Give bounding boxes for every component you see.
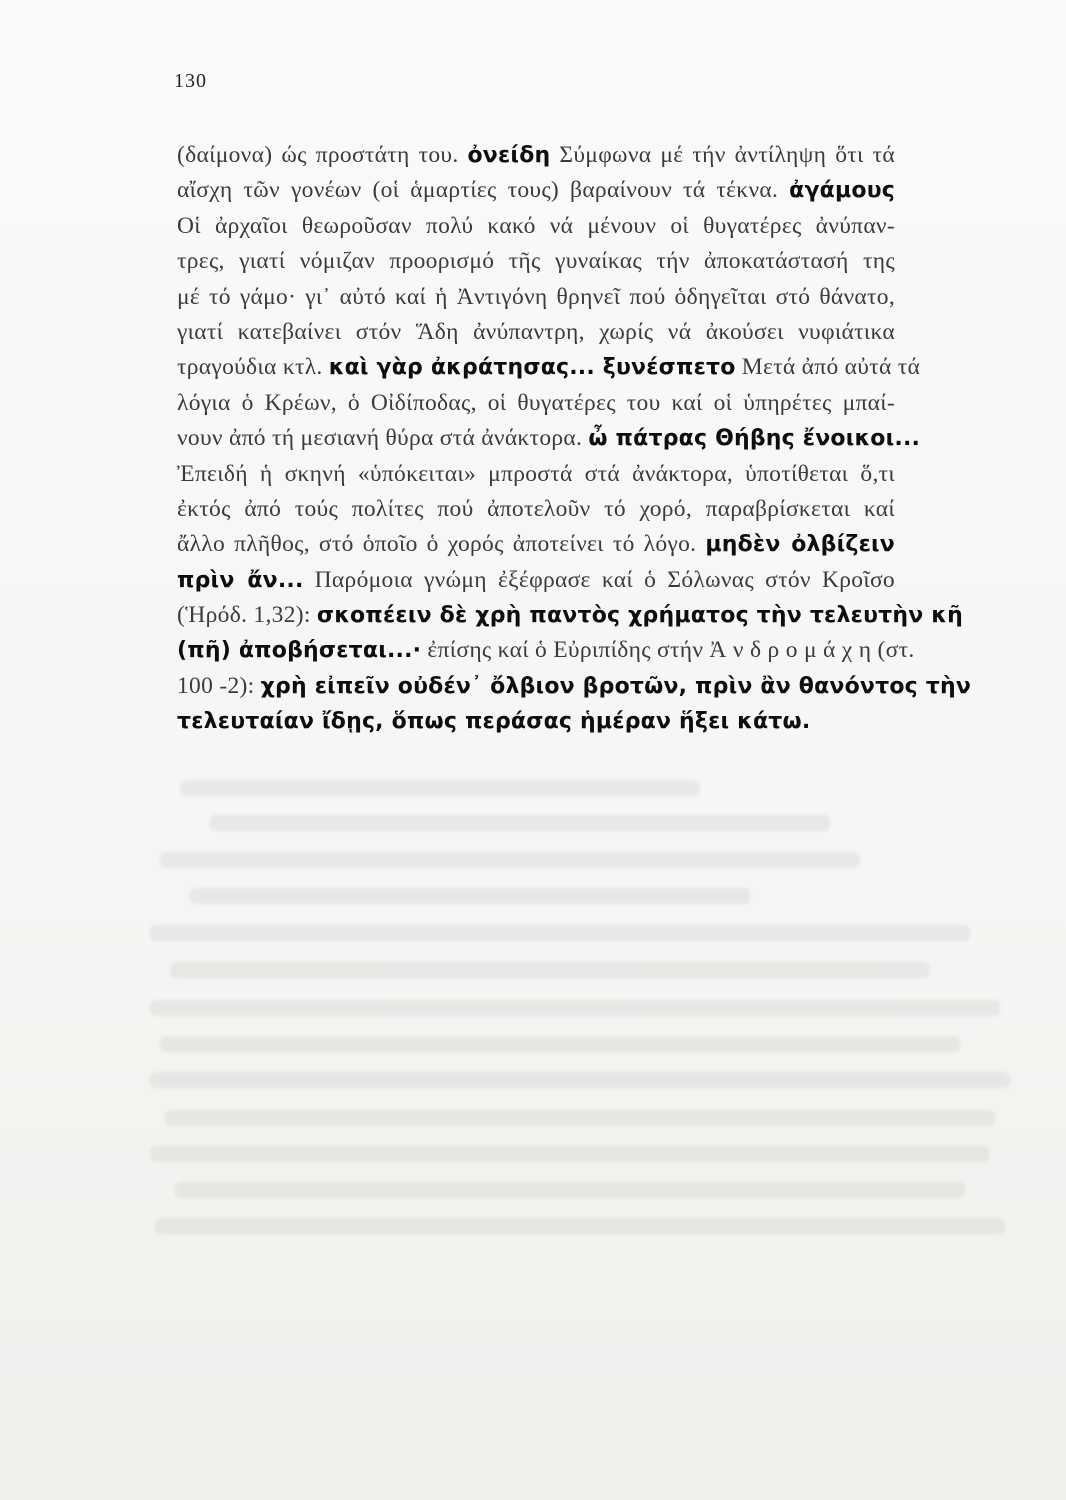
commentary-span: μέ τό γάμο· γι᾽ αὐτό καί ἡ Ἀντιγόνη θρηνεῖ πού ὁδηγεῖται στό θάνατο, (177, 283, 895, 310)
text-line (177, 315, 895, 350)
text-line (177, 492, 895, 527)
text-line (177, 421, 921, 456)
text-line (177, 457, 895, 492)
text-line (177, 669, 972, 704)
commentary-span: ἐπίσης καί ὁ Εὐριπίδης στήν Ἀ ν δ ρ ο μ ά χ η (στ. (421, 637, 915, 664)
text-line (177, 350, 921, 385)
commentary-span: λόγια ὁ Κρέων, ὁ Οἰδίποδας, οἱ θυγατέρες του καί οἱ ὑπηρέτες μπαί- (177, 389, 895, 416)
text-line (177, 138, 895, 173)
commentary-span: ἄλλο πλῆθος, στό ὁποῖο ὁ χορός ἀποτείνει τό λόγο. (177, 531, 706, 558)
lemma-bold-text: ἀγάμους (789, 178, 895, 204)
lemma-bold-text: πρὶν ἄν... (177, 567, 304, 593)
commentary-span: τρες, γιατί νόμιζαν προορισμό τῆς γυναίκας τήν ἀποκατάστασή της (177, 248, 895, 275)
commentary-span: ἐκτός ἀπό τούς πολίτες πού ἀποτελοῦν τό χορό, παραβρίσκεται καί (177, 495, 895, 522)
commentary-text (177, 138, 972, 740)
commentary-span: τραγούδια κτλ. (177, 354, 329, 381)
commentary-span: (δαίμονα) ώς προστάτη του. (177, 142, 468, 168)
text-line (177, 280, 895, 315)
text-line (177, 209, 895, 244)
lemma-bold-text: τελευταίαν ἴδῃς, ὅπως περάσας ἡμέραν ἥξει κάτω. (177, 709, 811, 735)
commentary-span: αἴσχη τῶν γονέων (οἱ ἁμαρτίες τους) βαραίνουν τά τέκνα. (177, 177, 790, 204)
text-line (177, 527, 895, 562)
commentary-span: Σύμφωνα μέ τήν ἀντίληψη ὅτι τά (550, 142, 895, 168)
text-line (177, 704, 895, 739)
lemma-bold-text: χρὴ εἰπεῖν οὐδέν᾽ ὄλβιον βροτῶν, πρὶν ἂν θανόντος τὴν (260, 673, 972, 699)
commentary-span: νουν ἀπό τή μεσιανή θύρα στά ἀνάκτορα. (177, 425, 589, 452)
commentary-span: Μετά ἀπό αὐτά τά (735, 354, 921, 381)
lemma-bold-text: (πῆ) ἀποβήσεται...· (177, 638, 422, 664)
text-line (177, 633, 915, 668)
text-line (177, 244, 895, 279)
lemma-bold-text: ὦ πάτρας Θήβης ἔνοικοι... (588, 426, 921, 452)
lemma-bold-text: καὶ γὰρ ἀκράτησας... ξυνέσπετο (328, 355, 736, 381)
commentary-span: γιατί κατεβαίνει στόν Ἅδη ἀνύπαντρη, χωρίς νά ἀκούσει νυφιάτικα (177, 318, 895, 345)
text-line (177, 563, 895, 598)
bleed-through-background (150, 760, 1040, 1320)
commentary-span: (Ἡρόδ. 1,32): (177, 602, 317, 629)
commentary-span: Οἱ ἀρχαῖοι θεωροῦσαν πολύ κακό νά μένουν οἱ θυγατέρες ἀνύπαν- (177, 212, 895, 239)
text-line (177, 386, 895, 421)
lemma-bold-text: μηδὲν ὀλβίζειν (705, 532, 895, 558)
page-number: 130 (174, 70, 207, 92)
lemma-bold-text: ὀνείδη (467, 143, 551, 168)
commentary-span: 100 -2): (177, 672, 261, 699)
commentary-span: Ἐπειδή ἡ σκηνή «ὑπόκειται» μπροστά στά ἀνάκτορα, ὑποτίθεται ὅ,τι (177, 460, 895, 487)
text-line (177, 598, 963, 633)
lemma-bold-text: σκοπέειν δὲ χρὴ παντὸς χρήματος τὴν τελευτὴν κῆ (316, 603, 963, 629)
text-line (177, 173, 895, 208)
commentary-span: Παρόμοια γνώμη ἐξέφρασε καί ὁ Σόλωνας στόν Κροῖσο (303, 566, 895, 593)
